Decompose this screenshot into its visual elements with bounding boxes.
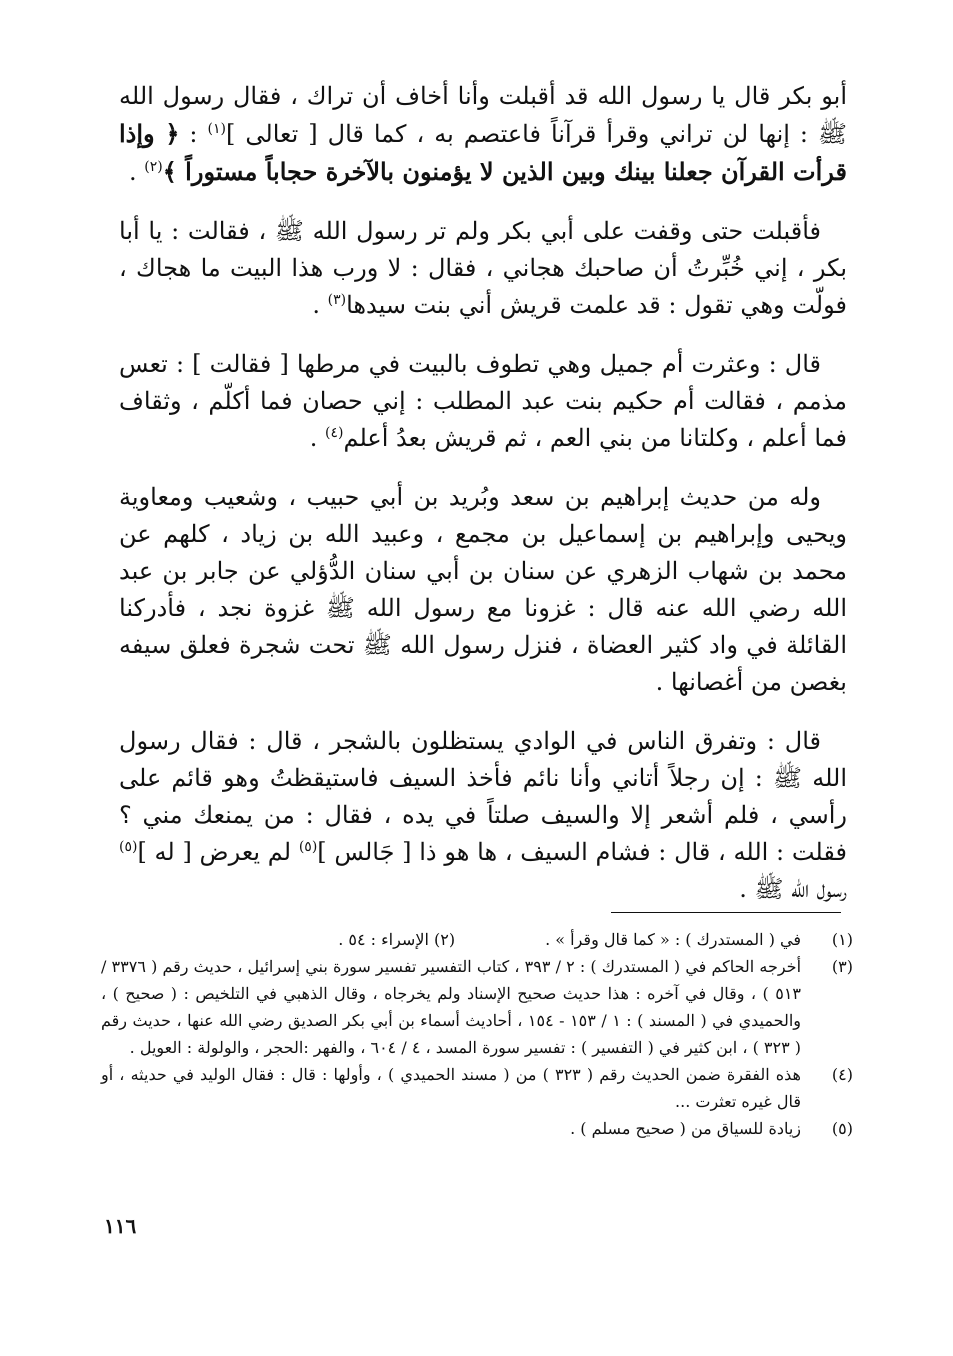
paragraph-4	[119, 479, 847, 701]
quran-verse: ﴿ وإذا قرأت القرآن جعلنا بينك وبين الذين لا يؤمنون بالآخرة حجاباً مستوراً ﴾	[119, 119, 847, 186]
text-run: رسول الله ﷺ .	[739, 875, 847, 903]
footnote-text: أخرجه الحاكم في ( المستدرك ) : ٢ / ٣٩٣ ، كتاب التفسير تفسير سورة بني إسرائيل ، حديث رقم ( ٣٣٧٦ / ٥١٣ ) ، وقال في آخره : هذا حديث صحيح الإسناد ولم يخرجاه ، وقال الذهبي في التلخيص : ( صحيح ) ، والحميدي في ( المسند ) : ١ / ١٥٣ - ١٥٤ ، أحاديث أسماء بن أبي بكر الصديق رضي الله عنها ، حديث رقم ( ٣٢٣ ) ، ابن كثير في ( التفسير ) : تفسير سورة المسد ، ٤ / ٦٠٤ ، والفهر :الحجر ، والولولة : العويل .	[101, 957, 802, 1057]
footnote-1-text: في ( المستدرك ) : « كما قال وقرأ » .	[545, 930, 801, 949]
text-run: أبو بكر قال يا رسول الله قد أقبلت وأنا أخاف أن تراك ، فقال رسول الله ﷺ : إنها لن تراني وقرأ قرآناً فاعتصم به ، كما قال [ تعالى ]	[119, 82, 848, 148]
text-run: .	[312, 291, 328, 319]
text-run: فأقبلت حتى وقفت على أبي بكر ولم تر رسول الله ﷺ ، فقالت : يا أبا بكر ، إني خُبِّرتُ أن صاحبك هجاني ، فقال : لا ورب هذا البيت ما هجاك ، فولّت وهي تقول : قد علمت قريش أني بنت سيدها	[119, 217, 847, 319]
text-run: .	[129, 158, 145, 186]
footnote-ref-2: (٢)	[144, 159, 163, 175]
footnote-number: (٣)	[831, 957, 853, 976]
footnote-text: زيادة للسياق من ( صحيح مسلم ) .	[570, 1119, 801, 1138]
paragraph-5	[119, 723, 847, 908]
footnote-ref-4: (٤)	[325, 425, 344, 441]
paragraph-2	[119, 213, 847, 324]
footnote-ref-5: (٥)	[298, 839, 318, 855]
footnote-2-number: (٢)	[434, 930, 456, 949]
main-text	[119, 78, 847, 930]
text-run: قال : وعثرت أم جميل وهي تطوف بالبيت في مرطها [ فقالت ] : تعس مذمم ، فقالت أم حكيم بنت عبد المطلب : إني حصان فما أكلّم ، وثقاف فما أعلم ، وكلتانا من بني العم ، ثم قريش بعدُ أعلم	[119, 350, 847, 452]
page-number: ١١٦	[104, 1214, 137, 1238]
footnotes	[101, 926, 853, 1142]
footnote-separator	[611, 912, 841, 913]
footnote-3	[101, 953, 853, 1061]
footnote-1-2	[101, 926, 853, 953]
footnote-text: هذه الفقرة ضمن الحديث رقم ( ٣٢٣ ) من ( مسند الحميدي ) ، وأولها : قال : فقال الوليد في حديثه ، أو قال غيره تعثرت ...	[101, 1065, 801, 1111]
footnote-number: (٥)	[831, 1119, 853, 1138]
text-run: :	[179, 120, 208, 148]
footnote-text	[101, 926, 801, 953]
footnote-ref-3: (٣)	[327, 292, 347, 308]
text-run: لم يعرض [ له ]	[137, 838, 299, 866]
footnote-4	[101, 1061, 853, 1115]
text-run: .	[309, 424, 326, 452]
text-run: وله من حديث إبراهيم بن سعد وبُريد بن أبي حبيب ، وشعيب ومعاوية ويحيى وإبراهيم بن إسماعيل بن مجمع ، وعبيد الله بن زياد ، كلهم عن محمد بن شهاب الزهري عن سنان بن أبي سنان الدُّؤلي عن جابر بن عبد الله رضي الله عنه قال : غزونا مع رسول الله ﷺ غزوة نجد ، فأدركنا القائلة في واد كثير العضاة ، فنزل رسول الله ﷺ تحت شجرة فعلق سيفه بغصن من أغصانها .	[119, 483, 847, 696]
footnote-ref-1: (١)	[207, 121, 226, 137]
paragraph-1	[119, 78, 847, 191]
footnote-ref-5b: (٥)	[119, 839, 138, 855]
paragraph-3	[119, 346, 847, 457]
footnote-number: (٤)	[831, 1065, 853, 1084]
text-run: قال : وتفرق الناس في الوادي يستظلون بالشجر ، قال : فقال رسول الله ﷺ : إن رجلاً أتاني وأنا نائم فأخذ السيف فاستيقظتُ وهو قائم على رأسي ، فلم أشعر إلا والسيف صلتاً في يده ، فقال : من يمنعك مني ؟ فقلت : الله ، قال : فشام السيف ، ها هو ذا [ جَالس ]	[119, 727, 847, 866]
footnote-2-text: الإسراء : ٥٤ .	[338, 930, 429, 949]
footnote-number: (١)	[831, 930, 853, 949]
footnote-5	[101, 1115, 853, 1142]
